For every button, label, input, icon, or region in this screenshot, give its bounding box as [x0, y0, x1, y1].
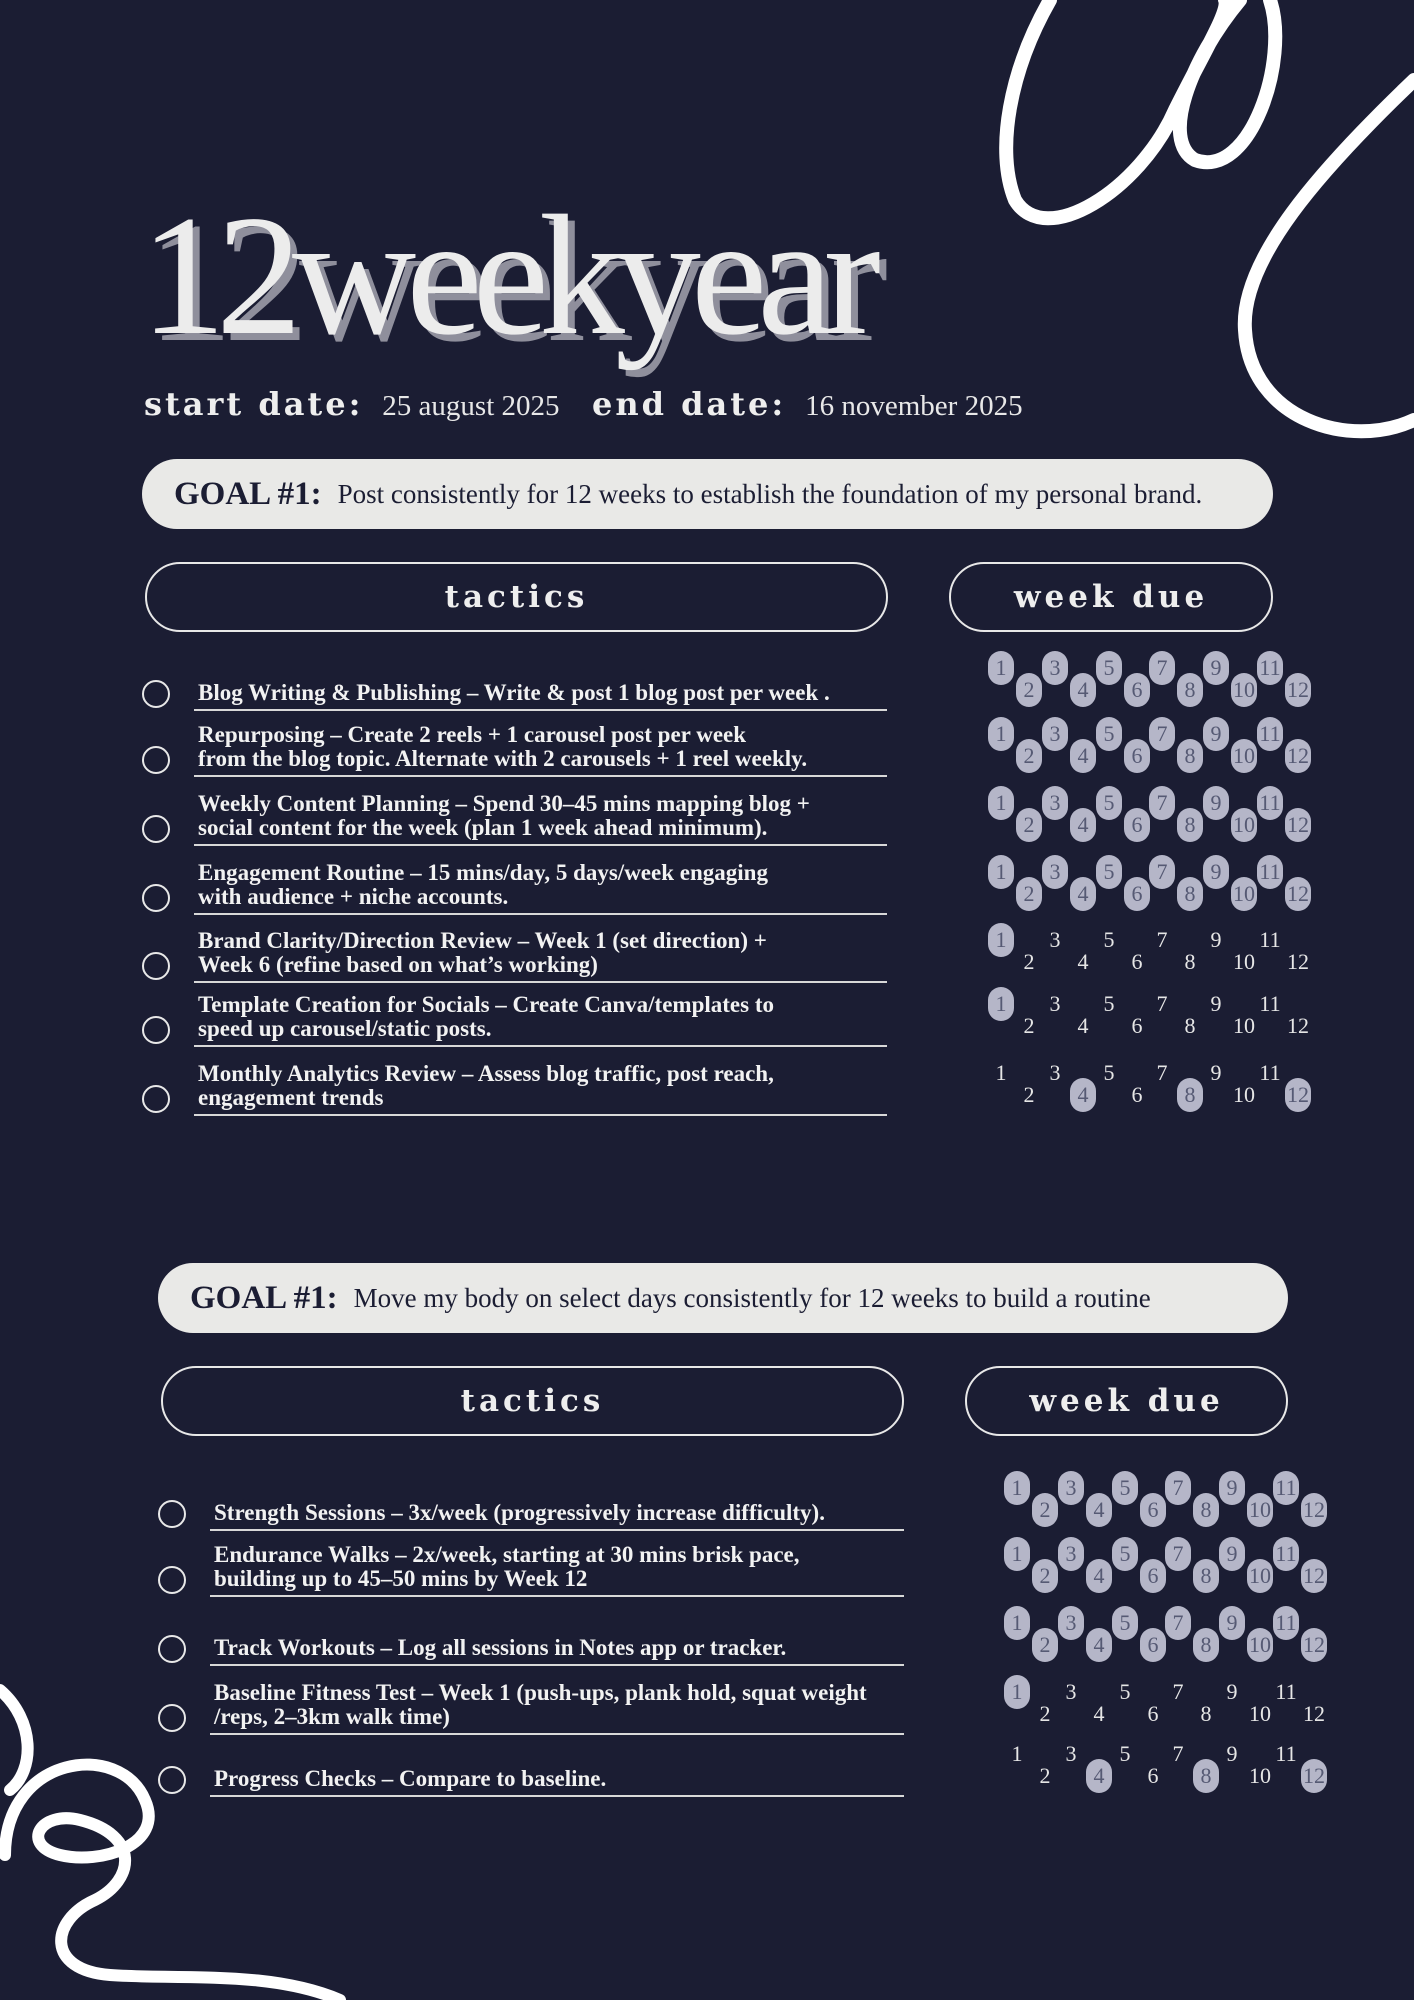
tactic-row — [142, 719, 887, 777]
week-due-header: week due — [949, 562, 1273, 632]
week-number-12[interactable]: 12 — [1285, 1078, 1311, 1112]
tactic-underline — [194, 981, 887, 983]
week-number-1[interactable]: 1 — [1004, 1606, 1030, 1640]
week-number-3[interactable]: 3 — [1058, 1471, 1084, 1505]
tactic-underline — [210, 1795, 904, 1797]
goal-text[interactable]: Post consistently for 12 weeks to establish the foundation of my personal brand. — [337, 478, 1203, 509]
tactic-text-line: Engagement Routine – 15 mins/day, 5 days/week engaging — [198, 860, 768, 885]
week-number-11[interactable]: 11 — [1257, 786, 1283, 820]
week-number-8[interactable]: 8 — [1193, 1628, 1219, 1662]
tactic-text — [198, 681, 887, 705]
tactic-checkbox[interactable] — [142, 884, 170, 912]
week-number-7[interactable]: 7 — [1156, 991, 1168, 1016]
week-number-9[interactable]: 9 — [1203, 786, 1229, 820]
tactic-row — [158, 1608, 904, 1666]
tactic-text-line: Baseline Fitness Test – Week 1 (push-ups, plank hold, squat weight — [214, 1680, 867, 1705]
week-number-12[interactable]: 12 — [1285, 673, 1311, 707]
tactic-row — [142, 788, 887, 846]
tactic-text — [214, 1636, 904, 1660]
week-number-5[interactable]: 5 — [1119, 1741, 1131, 1766]
week-number-4[interactable]: 4 — [1070, 673, 1096, 707]
tactic-underline — [210, 1595, 904, 1597]
week-number-6[interactable]: 6 — [1124, 877, 1150, 911]
week-number-2[interactable]: 2 — [1039, 1701, 1051, 1726]
tactic-underline — [194, 1114, 887, 1116]
tactic-row — [158, 1539, 904, 1597]
tactic-text-line: /reps, 2–3km walk time) — [214, 1704, 450, 1729]
goal-label: GOAL #1: — [174, 475, 322, 512]
week-number-7[interactable]: 7 — [1149, 786, 1175, 820]
week-number-6[interactable]: 6 — [1131, 1082, 1143, 1107]
week-number-12[interactable]: 12 — [1285, 808, 1311, 842]
goal-label: GOAL #1: — [190, 1279, 338, 1316]
week-number-3[interactable]: 3 — [1049, 991, 1061, 1016]
week-number-6[interactable]: 6 — [1140, 1493, 1166, 1527]
week-number-10[interactable]: 10 — [1231, 877, 1257, 911]
week-number-7[interactable]: 7 — [1165, 1606, 1191, 1640]
week-number-4[interactable]: 4 — [1077, 1013, 1089, 1038]
tactic-underline — [194, 913, 887, 915]
week-number-5[interactable]: 5 — [1112, 1606, 1138, 1640]
week-number-8[interactable]: 8 — [1193, 1759, 1219, 1793]
tactic-text-line: Weekly Content Planning – Spend 30–45 mins mapping blog + — [198, 791, 810, 816]
week-number-4[interactable]: 4 — [1086, 1493, 1112, 1527]
tactic-text-line: building up to 45–50 mins by Week 12 — [214, 1566, 588, 1591]
week-number-10[interactable]: 10 — [1247, 1493, 1273, 1527]
goal-text[interactable]: Move my body on select days consistently for 12 weeks to build a routine — [353, 1282, 1151, 1313]
week-number-9[interactable]: 9 — [1219, 1537, 1245, 1571]
week-due-grid — [983, 987, 1309, 1043]
week-number-8[interactable]: 8 — [1177, 673, 1203, 707]
week-number-12[interactable]: 12 — [1301, 1559, 1327, 1593]
week-number-8[interactable]: 8 — [1184, 1013, 1196, 1038]
tactic-text-line: with audience + niche accounts. — [198, 884, 509, 909]
end-date-label: end date: — [592, 385, 787, 423]
week-number-1[interactable]: 1 — [988, 855, 1014, 889]
tactic-text — [198, 1062, 887, 1110]
tactic-checkbox[interactable] — [158, 1566, 186, 1594]
week-number-10[interactable]: 10 — [1233, 949, 1255, 974]
tactic-checkbox[interactable] — [158, 1500, 186, 1528]
tactic-row — [142, 857, 887, 915]
week-number-5[interactable]: 5 — [1112, 1471, 1138, 1505]
tactic-text-line: Endurance Walks – 2x/week, starting at 30 mins brisk pace, — [214, 1542, 800, 1567]
week-number-10[interactable]: 10 — [1231, 808, 1257, 842]
tactic-text-line: speed up carousel/static posts. — [198, 1016, 492, 1041]
tactic-underline — [210, 1529, 904, 1531]
week-number-8[interactable]: 8 — [1177, 739, 1203, 773]
week-due-grid — [983, 717, 1309, 773]
tactic-underline — [210, 1664, 904, 1666]
week-number-7[interactable]: 7 — [1172, 1741, 1184, 1766]
tactic-row — [158, 1677, 904, 1735]
week-number-6[interactable]: 6 — [1140, 1559, 1166, 1593]
week-number-4[interactable]: 4 — [1070, 808, 1096, 842]
tactic-checkbox[interactable] — [158, 1704, 186, 1732]
week-number-6[interactable]: 6 — [1147, 1701, 1159, 1726]
tactic-row — [142, 653, 887, 711]
week-number-9[interactable]: 9 — [1203, 717, 1229, 751]
week-number-8[interactable]: 8 — [1177, 877, 1203, 911]
tactic-text — [198, 993, 887, 1041]
week-number-11[interactable]: 11 — [1257, 717, 1283, 751]
week-number-2[interactable]: 2 — [1032, 1493, 1058, 1527]
tactic-text — [214, 1767, 904, 1791]
week-number-3[interactable]: 3 — [1042, 855, 1068, 889]
week-number-3[interactable]: 3 — [1065, 1679, 1077, 1704]
week-number-3[interactable]: 3 — [1065, 1741, 1077, 1766]
week-number-7[interactable]: 7 — [1156, 1060, 1168, 1085]
week-due-grid — [983, 786, 1309, 842]
week-number-11[interactable]: 11 — [1259, 927, 1281, 952]
week-number-5[interactable]: 5 — [1119, 1679, 1131, 1704]
week-number-2[interactable]: 2 — [1016, 808, 1042, 842]
tactic-checkbox[interactable] — [142, 952, 170, 980]
tactic-text — [198, 723, 887, 771]
week-number-7[interactable]: 7 — [1165, 1537, 1191, 1571]
week-number-4[interactable]: 4 — [1077, 949, 1089, 974]
tactic-text-line: Week 6 (refine based on what’s working) — [198, 952, 598, 977]
tactic-checkbox[interactable] — [142, 815, 170, 843]
week-number-10[interactable]: 10 — [1231, 739, 1257, 773]
week-number-5[interactable]: 5 — [1096, 717, 1122, 751]
tactic-text — [214, 1681, 904, 1729]
week-due-grid — [999, 1471, 1325, 1527]
week-number-11[interactable]: 11 — [1257, 855, 1283, 889]
week-number-4[interactable]: 4 — [1093, 1701, 1105, 1726]
week-number-2[interactable]: 2 — [1032, 1559, 1058, 1593]
end-date-value[interactable]: 16 november 2025 — [805, 390, 1023, 422]
week-number-1[interactable]: 1 — [988, 717, 1014, 751]
week-number-1[interactable]: 1 — [988, 651, 1014, 685]
tactic-text-line: Blog Writing & Publishing – Write & post 1 blog post per week . — [198, 680, 830, 705]
week-number-6[interactable]: 6 — [1140, 1628, 1166, 1662]
week-number-11[interactable]: 11 — [1273, 1537, 1299, 1571]
tactic-row — [158, 1739, 904, 1797]
week-number-3[interactable]: 3 — [1042, 717, 1068, 751]
week-number-3[interactable]: 3 — [1058, 1606, 1084, 1640]
week-number-3[interactable]: 3 — [1042, 651, 1068, 685]
week-number-12[interactable]: 12 — [1285, 877, 1311, 911]
tactic-underline — [210, 1733, 904, 1735]
tactic-text-line: Strength Sessions – 3x/week (progressively increase difficulty). — [214, 1500, 825, 1525]
week-number-5[interactable]: 5 — [1096, 651, 1122, 685]
tactic-text-line: Template Creation for Socials – Create Canva/templates to — [198, 992, 774, 1017]
week-number-1[interactable]: 1 — [1004, 1675, 1030, 1709]
week-number-1[interactable]: 1 — [988, 923, 1014, 957]
week-number-6[interactable]: 6 — [1124, 739, 1150, 773]
week-number-8[interactable]: 8 — [1200, 1701, 1212, 1726]
week-number-10[interactable]: 10 — [1249, 1763, 1271, 1788]
week-number-2[interactable]: 2 — [1023, 949, 1035, 974]
week-number-11[interactable]: 11 — [1257, 651, 1283, 685]
tactic-text-line: Track Workouts – Log all sessions in Notes app or tracker. — [214, 1635, 787, 1660]
tactic-checkbox[interactable] — [142, 746, 170, 774]
week-number-3[interactable]: 3 — [1042, 786, 1068, 820]
tactic-text — [198, 861, 887, 909]
start-date-value[interactable]: 25 august 2025 — [382, 390, 560, 422]
week-due-grid — [983, 855, 1309, 911]
week-number-1[interactable]: 1 — [1011, 1741, 1023, 1766]
week-number-5[interactable]: 5 — [1103, 991, 1115, 1016]
week-number-12[interactable]: 12 — [1301, 1628, 1327, 1662]
week-number-11[interactable]: 11 — [1275, 1741, 1297, 1766]
week-number-4[interactable]: 4 — [1086, 1559, 1112, 1593]
goal-bar-2 — [158, 1263, 1288, 1333]
tactic-checkbox[interactable] — [158, 1766, 186, 1794]
week-number-2[interactable]: 2 — [1023, 1013, 1035, 1038]
tactic-text-line: engagement trends — [198, 1085, 384, 1110]
week-number-2[interactable]: 2 — [1032, 1628, 1058, 1662]
tactic-text-line: Repurposing – Create 2 reels + 1 carousel post per week — [198, 722, 747, 747]
week-number-12[interactable]: 12 — [1301, 1759, 1327, 1793]
week-due-grid — [999, 1675, 1325, 1731]
week-number-10[interactable]: 10 — [1233, 1082, 1255, 1107]
page-title: 12weekyear — [140, 181, 871, 371]
week-number-6[interactable]: 6 — [1131, 1013, 1143, 1038]
start-date-label: start date: — [144, 385, 364, 423]
week-number-8[interactable]: 8 — [1193, 1559, 1219, 1593]
week-number-10[interactable]: 10 — [1249, 1701, 1271, 1726]
week-number-9[interactable]: 9 — [1219, 1471, 1245, 1505]
week-number-2[interactable]: 2 — [1016, 877, 1042, 911]
week-due-grid — [999, 1537, 1325, 1593]
week-number-5[interactable]: 5 — [1103, 1060, 1115, 1085]
week-due-grid — [999, 1737, 1325, 1793]
week-number-5[interactable]: 5 — [1096, 855, 1122, 889]
week-number-6[interactable]: 6 — [1124, 808, 1150, 842]
week-due-grid — [999, 1606, 1325, 1662]
week-number-8[interactable]: 8 — [1177, 808, 1203, 842]
tactic-text-line: Monthly Analytics Review – Assess blog traffic, post reach, — [198, 1061, 774, 1086]
end-date — [592, 385, 1023, 423]
week-due-grid — [983, 651, 1309, 707]
week-number-11[interactable]: 11 — [1273, 1606, 1299, 1640]
week-number-10[interactable]: 10 — [1231, 673, 1257, 707]
week-number-9[interactable]: 9 — [1226, 1741, 1238, 1766]
tactic-underline — [194, 775, 887, 777]
week-number-7[interactable]: 7 — [1165, 1471, 1191, 1505]
week-number-8[interactable]: 8 — [1193, 1493, 1219, 1527]
tactic-checkbox[interactable] — [158, 1635, 186, 1663]
week-due-header: week due — [965, 1366, 1288, 1436]
week-number-2[interactable]: 2 — [1023, 1082, 1035, 1107]
tactic-row — [142, 1058, 887, 1116]
week-number-10[interactable]: 10 — [1247, 1559, 1273, 1593]
tactic-text-line: from the blog topic. Alternate with 2 carousels + 1 reel weekly. — [198, 746, 808, 771]
week-number-1[interactable]: 1 — [988, 987, 1014, 1021]
week-number-11[interactable]: 11 — [1259, 991, 1281, 1016]
tactic-text — [198, 792, 887, 840]
tactic-row — [142, 989, 887, 1047]
week-number-1[interactable]: 1 — [1004, 1537, 1030, 1571]
week-number-5[interactable]: 5 — [1096, 786, 1122, 820]
week-number-3[interactable]: 3 — [1058, 1537, 1084, 1571]
tactic-row — [142, 925, 887, 983]
week-number-9[interactable]: 9 — [1210, 991, 1222, 1016]
week-number-9[interactable]: 9 — [1219, 1606, 1245, 1640]
week-number-4[interactable]: 4 — [1070, 877, 1096, 911]
week-number-8[interactable]: 8 — [1184, 949, 1196, 974]
week-number-2[interactable]: 2 — [1016, 673, 1042, 707]
week-number-10[interactable]: 10 — [1233, 1013, 1255, 1038]
week-number-5[interactable]: 5 — [1103, 927, 1115, 952]
week-due-grid — [983, 1056, 1309, 1112]
week-number-7[interactable]: 7 — [1149, 651, 1175, 685]
week-number-12[interactable]: 12 — [1287, 949, 1309, 974]
week-number-12[interactable]: 12 — [1287, 1013, 1309, 1038]
week-number-4[interactable]: 4 — [1086, 1628, 1112, 1662]
week-number-1[interactable]: 1 — [995, 1060, 1007, 1085]
tactic-text — [198, 929, 887, 977]
goal-bar-1 — [142, 459, 1273, 529]
week-number-7[interactable]: 7 — [1149, 717, 1175, 751]
tactics-header: tactics — [145, 562, 888, 632]
week-number-9[interactable]: 9 — [1226, 1679, 1238, 1704]
week-number-11[interactable]: 11 — [1275, 1679, 1297, 1704]
tactic-text-line: Progress Checks – Compare to baseline. — [214, 1766, 607, 1791]
week-number-7[interactable]: 7 — [1149, 855, 1175, 889]
week-number-1[interactable]: 1 — [1004, 1471, 1030, 1505]
week-due-grid — [983, 923, 1309, 979]
week-number-10[interactable]: 10 — [1247, 1628, 1273, 1662]
week-number-9[interactable]: 9 — [1203, 651, 1229, 685]
week-number-6[interactable]: 6 — [1124, 673, 1150, 707]
week-number-1[interactable]: 1 — [988, 786, 1014, 820]
week-number-9[interactable]: 9 — [1210, 927, 1222, 952]
start-date — [144, 385, 560, 423]
week-number-11[interactable]: 11 — [1259, 1060, 1281, 1085]
week-number-9[interactable]: 9 — [1203, 855, 1229, 889]
week-number-3[interactable]: 3 — [1049, 927, 1061, 952]
tactic-checkbox[interactable] — [142, 1016, 170, 1044]
swirl-decoration-top-right — [990, 0, 1414, 460]
tactic-text — [214, 1501, 904, 1525]
tactic-text-line: Brand Clarity/Direction Review – Week 1 (set direction) + — [198, 928, 767, 953]
week-number-4[interactable]: 4 — [1086, 1759, 1112, 1793]
week-number-8[interactable]: 8 — [1177, 1078, 1203, 1112]
tactics-header: tactics — [161, 1366, 904, 1436]
week-number-12[interactable]: 12 — [1303, 1701, 1325, 1726]
week-number-6[interactable]: 6 — [1147, 1763, 1159, 1788]
tactic-checkbox[interactable] — [142, 680, 170, 708]
week-number-7[interactable]: 7 — [1172, 1679, 1184, 1704]
week-number-11[interactable]: 11 — [1273, 1471, 1299, 1505]
week-number-7[interactable]: 7 — [1156, 927, 1168, 952]
week-number-9[interactable]: 9 — [1210, 1060, 1222, 1085]
week-number-3[interactable]: 3 — [1049, 1060, 1061, 1085]
week-number-4[interactable]: 4 — [1070, 1078, 1096, 1112]
week-number-6[interactable]: 6 — [1131, 949, 1143, 974]
tactic-row — [158, 1473, 904, 1531]
tactic-underline — [194, 709, 887, 711]
week-number-2[interactable]: 2 — [1016, 739, 1042, 773]
week-number-5[interactable]: 5 — [1112, 1537, 1138, 1571]
tactic-text — [214, 1543, 904, 1591]
week-number-12[interactable]: 12 — [1285, 739, 1311, 773]
tactic-text-line: social content for the week (plan 1 week ahead minimum). — [198, 815, 768, 840]
week-number-12[interactable]: 12 — [1301, 1493, 1327, 1527]
tactic-checkbox[interactable] — [142, 1085, 170, 1113]
week-number-2[interactable]: 2 — [1039, 1763, 1051, 1788]
tactic-underline — [194, 1045, 887, 1047]
tactic-underline — [194, 844, 887, 846]
week-number-4[interactable]: 4 — [1070, 739, 1096, 773]
